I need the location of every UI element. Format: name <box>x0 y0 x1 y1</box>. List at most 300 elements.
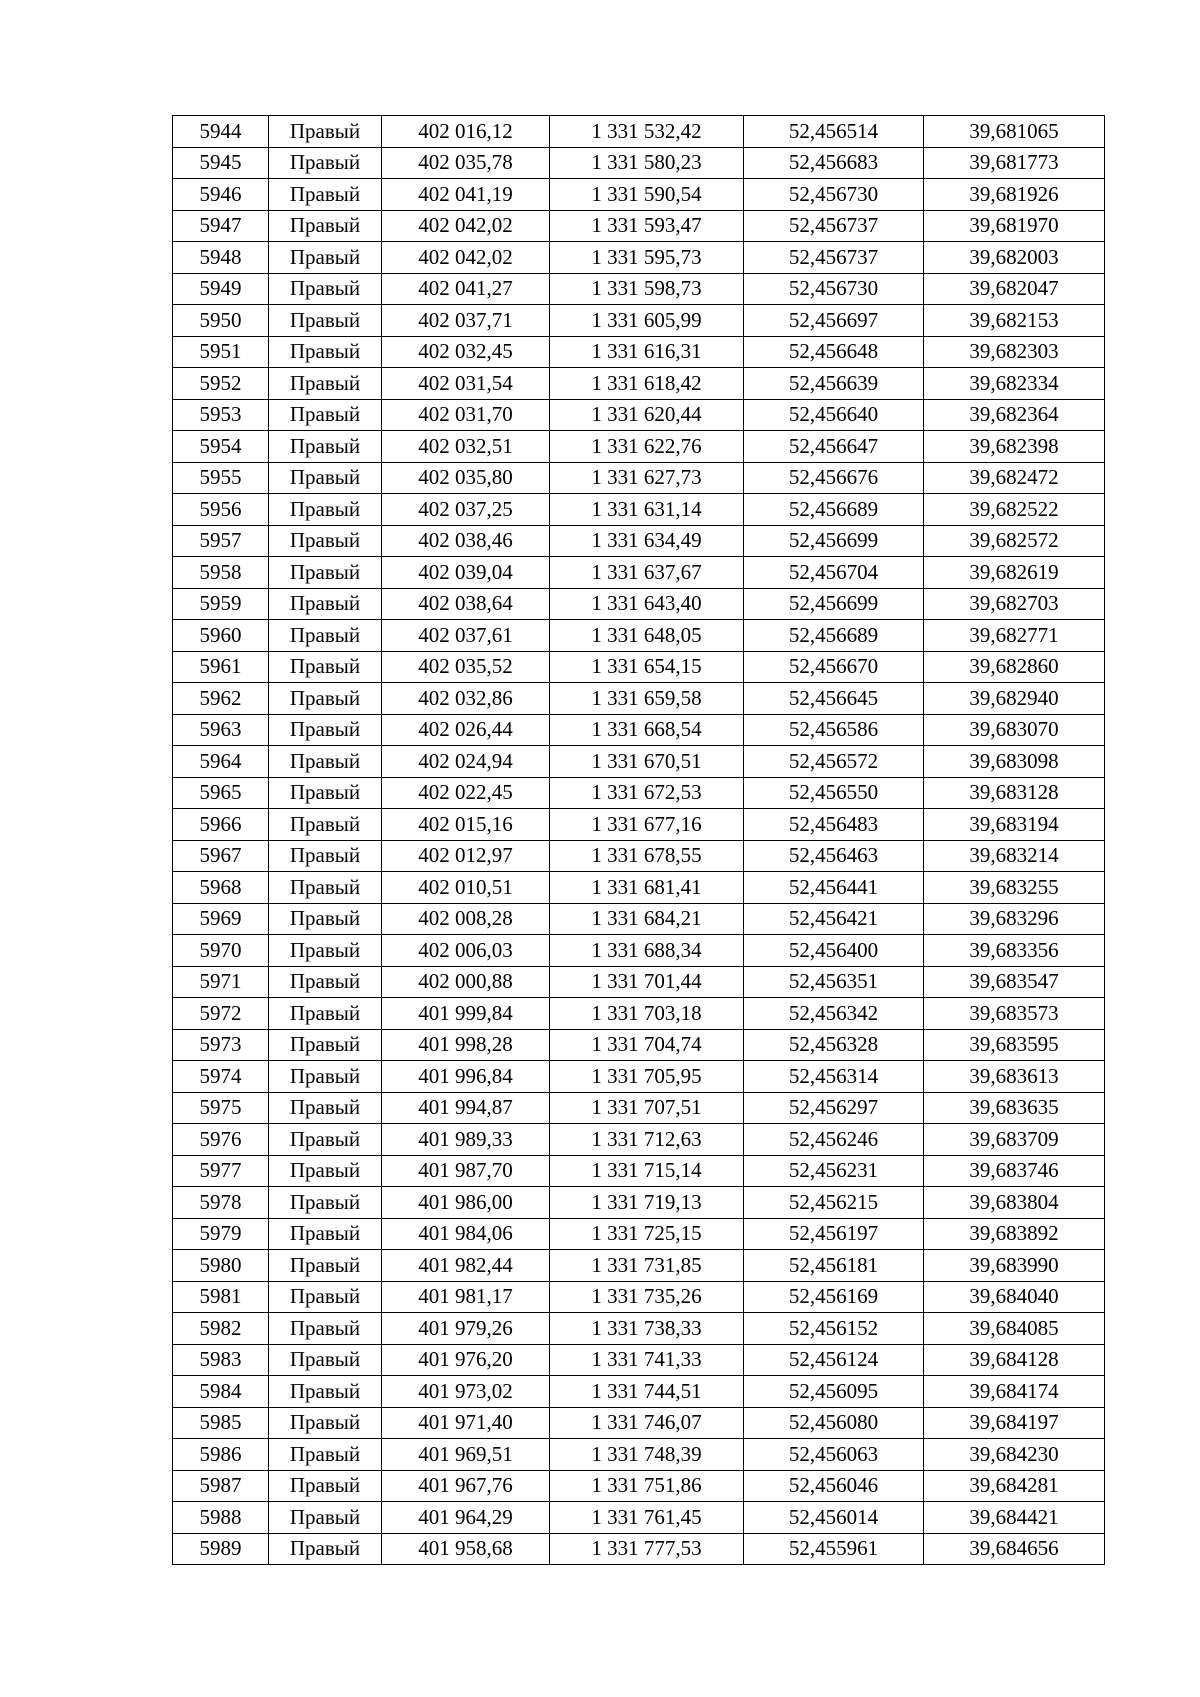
x-coordinate-cell: 402 031,54 <box>382 368 550 400</box>
y-coordinate-cell: 1 331 595,73 <box>550 242 744 274</box>
y-coordinate-cell: 1 331 704,74 <box>550 1029 744 1061</box>
point-number-cell: 5972 <box>173 998 269 1030</box>
y-coordinate-cell: 1 331 741,33 <box>550 1344 744 1376</box>
table-row <box>173 210 1105 242</box>
latitude-cell: 52,456463 <box>744 840 924 872</box>
x-coordinate-cell: 402 037,71 <box>382 305 550 337</box>
y-coordinate-cell: 1 331 735,26 <box>550 1281 744 1313</box>
longitude-cell: 39,683547 <box>924 966 1105 998</box>
latitude-cell: 52,456689 <box>744 494 924 526</box>
x-coordinate-cell: 402 006,03 <box>382 935 550 967</box>
point-number-cell: 5958 <box>173 557 269 589</box>
side-cell: Правый <box>269 588 382 620</box>
latitude-cell: 52,456063 <box>744 1439 924 1471</box>
point-number-cell: 5945 <box>173 147 269 179</box>
point-number-cell: 5973 <box>173 1029 269 1061</box>
y-coordinate-cell: 1 331 777,53 <box>550 1533 744 1565</box>
point-number-cell: 5974 <box>173 1061 269 1093</box>
y-coordinate-cell: 1 331 598,73 <box>550 273 744 305</box>
y-coordinate-cell: 1 331 620,44 <box>550 399 744 431</box>
longitude-cell: 39,683746 <box>924 1155 1105 1187</box>
latitude-cell: 52,456676 <box>744 462 924 494</box>
latitude-cell: 52,456197 <box>744 1218 924 1250</box>
point-number-cell: 5951 <box>173 336 269 368</box>
y-coordinate-cell: 1 331 648,05 <box>550 620 744 652</box>
longitude-cell: 39,684040 <box>924 1281 1105 1313</box>
table-row <box>173 966 1105 998</box>
x-coordinate-cell: 401 998,28 <box>382 1029 550 1061</box>
side-cell: Правый <box>269 557 382 589</box>
longitude-cell: 39,682572 <box>924 525 1105 557</box>
x-coordinate-cell: 401 982,44 <box>382 1250 550 1282</box>
side-cell: Правый <box>269 1250 382 1282</box>
x-coordinate-cell: 402 038,64 <box>382 588 550 620</box>
x-coordinate-cell: 401 981,17 <box>382 1281 550 1313</box>
y-coordinate-cell: 1 331 705,95 <box>550 1061 744 1093</box>
y-coordinate-cell: 1 331 719,13 <box>550 1187 744 1219</box>
side-cell: Правый <box>269 462 382 494</box>
y-coordinate-cell: 1 331 616,31 <box>550 336 744 368</box>
y-coordinate-cell: 1 331 605,99 <box>550 305 744 337</box>
latitude-cell: 52,456169 <box>744 1281 924 1313</box>
side-cell: Правый <box>269 998 382 1030</box>
y-coordinate-cell: 1 331 634,49 <box>550 525 744 557</box>
point-number-cell: 5946 <box>173 179 269 211</box>
y-coordinate-cell: 1 331 637,67 <box>550 557 744 589</box>
point-number-cell: 5979 <box>173 1218 269 1250</box>
y-coordinate-cell: 1 331 751,86 <box>550 1470 744 1502</box>
side-cell: Правый <box>269 1155 382 1187</box>
longitude-cell: 39,683214 <box>924 840 1105 872</box>
longitude-cell: 39,683573 <box>924 998 1105 1030</box>
x-coordinate-cell: 402 015,16 <box>382 809 550 841</box>
latitude-cell: 52,456046 <box>744 1470 924 1502</box>
table-row <box>173 651 1105 683</box>
table-row <box>173 1470 1105 1502</box>
point-number-cell: 5960 <box>173 620 269 652</box>
point-number-cell: 5959 <box>173 588 269 620</box>
y-coordinate-cell: 1 331 688,34 <box>550 935 744 967</box>
side-cell: Правый <box>269 147 382 179</box>
side-cell: Правый <box>269 368 382 400</box>
longitude-cell: 39,682703 <box>924 588 1105 620</box>
table-body <box>173 116 1105 1565</box>
point-number-cell: 5975 <box>173 1092 269 1124</box>
y-coordinate-cell: 1 331 654,15 <box>550 651 744 683</box>
y-coordinate-cell: 1 331 761,45 <box>550 1502 744 1534</box>
point-number-cell: 5957 <box>173 525 269 557</box>
point-number-cell: 5963 <box>173 714 269 746</box>
side-cell: Правый <box>269 242 382 274</box>
x-coordinate-cell: 402 032,86 <box>382 683 550 715</box>
longitude-cell: 39,684174 <box>924 1376 1105 1408</box>
coordinates-table <box>172 115 1105 1565</box>
point-number-cell: 5981 <box>173 1281 269 1313</box>
point-number-cell: 5988 <box>173 1502 269 1534</box>
table-row <box>173 714 1105 746</box>
side-cell: Правый <box>269 494 382 526</box>
x-coordinate-cell: 402 042,02 <box>382 210 550 242</box>
y-coordinate-cell: 1 331 746,07 <box>550 1407 744 1439</box>
longitude-cell: 39,682047 <box>924 273 1105 305</box>
longitude-cell: 39,684656 <box>924 1533 1105 1565</box>
table-row <box>173 1187 1105 1219</box>
y-coordinate-cell: 1 331 670,51 <box>550 746 744 778</box>
side-cell: Правый <box>269 1124 382 1156</box>
table-row <box>173 1407 1105 1439</box>
x-coordinate-cell: 401 989,33 <box>382 1124 550 1156</box>
y-coordinate-cell: 1 331 684,21 <box>550 903 744 935</box>
latitude-cell: 52,456231 <box>744 1155 924 1187</box>
side-cell: Правый <box>269 1344 382 1376</box>
x-coordinate-cell: 402 035,80 <box>382 462 550 494</box>
table-row <box>173 1250 1105 1282</box>
side-cell: Правый <box>269 1533 382 1565</box>
point-number-cell: 5980 <box>173 1250 269 1282</box>
latitude-cell: 52,456648 <box>744 336 924 368</box>
x-coordinate-cell: 401 976,20 <box>382 1344 550 1376</box>
y-coordinate-cell: 1 331 703,18 <box>550 998 744 1030</box>
longitude-cell: 39,682153 <box>924 305 1105 337</box>
side-cell: Правый <box>269 935 382 967</box>
longitude-cell: 39,683990 <box>924 1250 1105 1282</box>
x-coordinate-cell: 401 969,51 <box>382 1439 550 1471</box>
latitude-cell: 52,456400 <box>744 935 924 967</box>
side-cell: Правый <box>269 116 382 148</box>
x-coordinate-cell: 402 008,28 <box>382 903 550 935</box>
side-cell: Правый <box>269 1313 382 1345</box>
latitude-cell: 52,456640 <box>744 399 924 431</box>
x-coordinate-cell: 402 010,51 <box>382 872 550 904</box>
latitude-cell: 52,456645 <box>744 683 924 715</box>
longitude-cell: 39,683128 <box>924 777 1105 809</box>
x-coordinate-cell: 402 016,12 <box>382 116 550 148</box>
point-number-cell: 5976 <box>173 1124 269 1156</box>
side-cell: Правый <box>269 1061 382 1093</box>
x-coordinate-cell: 402 032,45 <box>382 336 550 368</box>
latitude-cell: 52,456152 <box>744 1313 924 1345</box>
x-coordinate-cell: 402 038,46 <box>382 525 550 557</box>
longitude-cell: 39,682619 <box>924 557 1105 589</box>
side-cell: Правый <box>269 431 382 463</box>
longitude-cell: 39,683194 <box>924 809 1105 841</box>
y-coordinate-cell: 1 331 677,16 <box>550 809 744 841</box>
longitude-cell: 39,681970 <box>924 210 1105 242</box>
side-cell: Правый <box>269 179 382 211</box>
table-row <box>173 557 1105 589</box>
latitude-cell: 52,456124 <box>744 1344 924 1376</box>
table-row <box>173 620 1105 652</box>
latitude-cell: 52,456737 <box>744 210 924 242</box>
longitude-cell: 39,683595 <box>924 1029 1105 1061</box>
x-coordinate-cell: 401 958,68 <box>382 1533 550 1565</box>
longitude-cell: 39,683098 <box>924 746 1105 778</box>
y-coordinate-cell: 1 331 593,47 <box>550 210 744 242</box>
longitude-cell: 39,684197 <box>924 1407 1105 1439</box>
longitude-cell: 39,681065 <box>924 116 1105 148</box>
latitude-cell: 52,456314 <box>744 1061 924 1093</box>
table-row <box>173 525 1105 557</box>
longitude-cell: 39,684085 <box>924 1313 1105 1345</box>
longitude-cell: 39,682522 <box>924 494 1105 526</box>
side-cell: Правый <box>269 966 382 998</box>
table-row <box>173 273 1105 305</box>
point-number-cell: 5955 <box>173 462 269 494</box>
table-row <box>173 1218 1105 1250</box>
latitude-cell: 52,456080 <box>744 1407 924 1439</box>
table-row <box>173 588 1105 620</box>
side-cell: Правый <box>269 651 382 683</box>
side-cell: Правый <box>269 1376 382 1408</box>
x-coordinate-cell: 402 042,02 <box>382 242 550 274</box>
side-cell: Правый <box>269 809 382 841</box>
x-coordinate-cell: 402 035,78 <box>382 147 550 179</box>
side-cell: Правый <box>269 746 382 778</box>
side-cell: Правый <box>269 1187 382 1219</box>
table-row <box>173 1533 1105 1565</box>
x-coordinate-cell: 401 987,70 <box>382 1155 550 1187</box>
longitude-cell: 39,683804 <box>924 1187 1105 1219</box>
y-coordinate-cell: 1 331 701,44 <box>550 966 744 998</box>
x-coordinate-cell: 402 039,04 <box>382 557 550 589</box>
point-number-cell: 5968 <box>173 872 269 904</box>
x-coordinate-cell: 402 022,45 <box>382 777 550 809</box>
table-row <box>173 998 1105 1030</box>
point-number-cell: 5966 <box>173 809 269 841</box>
latitude-cell: 52,456441 <box>744 872 924 904</box>
x-coordinate-cell: 402 024,94 <box>382 746 550 778</box>
table-row <box>173 1344 1105 1376</box>
side-cell: Правый <box>269 1407 382 1439</box>
point-number-cell: 5985 <box>173 1407 269 1439</box>
x-coordinate-cell: 402 037,25 <box>382 494 550 526</box>
latitude-cell: 52,456699 <box>744 588 924 620</box>
table-row <box>173 746 1105 778</box>
table-row <box>173 1376 1105 1408</box>
latitude-cell: 52,456215 <box>744 1187 924 1219</box>
table-row <box>173 179 1105 211</box>
x-coordinate-cell: 402 012,97 <box>382 840 550 872</box>
side-cell: Правый <box>269 683 382 715</box>
table-row <box>173 1061 1105 1093</box>
side-cell: Правый <box>269 1439 382 1471</box>
y-coordinate-cell: 1 331 672,53 <box>550 777 744 809</box>
point-number-cell: 5970 <box>173 935 269 967</box>
point-number-cell: 5948 <box>173 242 269 274</box>
longitude-cell: 39,684421 <box>924 1502 1105 1534</box>
x-coordinate-cell: 401 971,40 <box>382 1407 550 1439</box>
side-cell: Правый <box>269 714 382 746</box>
side-cell: Правый <box>269 872 382 904</box>
x-coordinate-cell: 401 967,76 <box>382 1470 550 1502</box>
y-coordinate-cell: 1 331 618,42 <box>550 368 744 400</box>
latitude-cell: 52,456483 <box>744 809 924 841</box>
x-coordinate-cell: 401 979,26 <box>382 1313 550 1345</box>
latitude-cell: 52,456421 <box>744 903 924 935</box>
x-coordinate-cell: 402 031,70 <box>382 399 550 431</box>
table-row <box>173 1313 1105 1345</box>
point-number-cell: 5971 <box>173 966 269 998</box>
table-row <box>173 494 1105 526</box>
latitude-cell: 52,456730 <box>744 179 924 211</box>
latitude-cell: 52,456342 <box>744 998 924 1030</box>
latitude-cell: 52,456683 <box>744 147 924 179</box>
point-number-cell: 5953 <box>173 399 269 431</box>
table-row <box>173 1155 1105 1187</box>
point-number-cell: 5952 <box>173 368 269 400</box>
y-coordinate-cell: 1 331 659,58 <box>550 683 744 715</box>
y-coordinate-cell: 1 331 712,63 <box>550 1124 744 1156</box>
table-row <box>173 399 1105 431</box>
latitude-cell: 52,456704 <box>744 557 924 589</box>
side-cell: Правый <box>269 1218 382 1250</box>
point-number-cell: 5947 <box>173 210 269 242</box>
y-coordinate-cell: 1 331 731,85 <box>550 1250 744 1282</box>
x-coordinate-cell: 401 964,29 <box>382 1502 550 1534</box>
table-row <box>173 872 1105 904</box>
point-number-cell: 5962 <box>173 683 269 715</box>
table-row <box>173 903 1105 935</box>
side-cell: Правый <box>269 1029 382 1061</box>
point-number-cell: 5977 <box>173 1155 269 1187</box>
side-cell: Правый <box>269 336 382 368</box>
point-number-cell: 5950 <box>173 305 269 337</box>
latitude-cell: 52,456689 <box>744 620 924 652</box>
side-cell: Правый <box>269 620 382 652</box>
point-number-cell: 5978 <box>173 1187 269 1219</box>
table-row <box>173 462 1105 494</box>
longitude-cell: 39,682003 <box>924 242 1105 274</box>
table-row <box>173 431 1105 463</box>
latitude-cell: 52,456639 <box>744 368 924 400</box>
point-number-cell: 5956 <box>173 494 269 526</box>
table-row <box>173 1281 1105 1313</box>
latitude-cell: 52,456572 <box>744 746 924 778</box>
longitude-cell: 39,682771 <box>924 620 1105 652</box>
x-coordinate-cell: 402 041,27 <box>382 273 550 305</box>
table-row <box>173 777 1105 809</box>
latitude-cell: 52,456737 <box>744 242 924 274</box>
y-coordinate-cell: 1 331 678,55 <box>550 840 744 872</box>
y-coordinate-cell: 1 331 622,76 <box>550 431 744 463</box>
latitude-cell: 52,456297 <box>744 1092 924 1124</box>
longitude-cell: 39,682472 <box>924 462 1105 494</box>
longitude-cell: 39,682334 <box>924 368 1105 400</box>
y-coordinate-cell: 1 331 748,39 <box>550 1439 744 1471</box>
table-row <box>173 242 1105 274</box>
latitude-cell: 52,456730 <box>744 273 924 305</box>
table-row <box>173 1502 1105 1534</box>
table-row <box>173 1439 1105 1471</box>
latitude-cell: 52,456246 <box>744 1124 924 1156</box>
x-coordinate-cell: 402 035,52 <box>382 651 550 683</box>
x-coordinate-cell: 401 999,84 <box>382 998 550 1030</box>
latitude-cell: 52,456699 <box>744 525 924 557</box>
point-number-cell: 5987 <box>173 1470 269 1502</box>
point-number-cell: 5983 <box>173 1344 269 1376</box>
table-row <box>173 683 1105 715</box>
x-coordinate-cell: 401 984,06 <box>382 1218 550 1250</box>
x-coordinate-cell: 402 037,61 <box>382 620 550 652</box>
longitude-cell: 39,684128 <box>924 1344 1105 1376</box>
latitude-cell: 52,456351 <box>744 966 924 998</box>
longitude-cell: 39,683892 <box>924 1218 1105 1250</box>
table-row <box>173 809 1105 841</box>
y-coordinate-cell: 1 331 744,51 <box>550 1376 744 1408</box>
latitude-cell: 52,456647 <box>744 431 924 463</box>
side-cell: Правый <box>269 1092 382 1124</box>
point-number-cell: 5964 <box>173 746 269 778</box>
x-coordinate-cell: 402 032,51 <box>382 431 550 463</box>
y-coordinate-cell: 1 331 580,23 <box>550 147 744 179</box>
longitude-cell: 39,684281 <box>924 1470 1105 1502</box>
table-row <box>173 1029 1105 1061</box>
side-cell: Правый <box>269 777 382 809</box>
table-row <box>173 336 1105 368</box>
table-row <box>173 147 1105 179</box>
table-row <box>173 1124 1105 1156</box>
point-number-cell: 5944 <box>173 116 269 148</box>
longitude-cell: 39,684230 <box>924 1439 1105 1471</box>
table-row <box>173 305 1105 337</box>
x-coordinate-cell: 402 041,19 <box>382 179 550 211</box>
y-coordinate-cell: 1 331 627,73 <box>550 462 744 494</box>
point-number-cell: 5989 <box>173 1533 269 1565</box>
latitude-cell: 52,456181 <box>744 1250 924 1282</box>
longitude-cell: 39,682860 <box>924 651 1105 683</box>
y-coordinate-cell: 1 331 668,54 <box>550 714 744 746</box>
x-coordinate-cell: 402 026,44 <box>382 714 550 746</box>
side-cell: Правый <box>269 903 382 935</box>
x-coordinate-cell: 401 973,02 <box>382 1376 550 1408</box>
point-number-cell: 5984 <box>173 1376 269 1408</box>
longitude-cell: 39,683709 <box>924 1124 1105 1156</box>
point-number-cell: 5967 <box>173 840 269 872</box>
side-cell: Правый <box>269 399 382 431</box>
longitude-cell: 39,681773 <box>924 147 1105 179</box>
y-coordinate-cell: 1 331 590,54 <box>550 179 744 211</box>
side-cell: Правый <box>269 273 382 305</box>
latitude-cell: 52,455961 <box>744 1533 924 1565</box>
x-coordinate-cell: 401 986,00 <box>382 1187 550 1219</box>
longitude-cell: 39,683356 <box>924 935 1105 967</box>
point-number-cell: 5986 <box>173 1439 269 1471</box>
longitude-cell: 39,682303 <box>924 336 1105 368</box>
table-row <box>173 116 1105 148</box>
latitude-cell: 52,456550 <box>744 777 924 809</box>
y-coordinate-cell: 1 331 532,42 <box>550 116 744 148</box>
table-row <box>173 368 1105 400</box>
latitude-cell: 52,456697 <box>744 305 924 337</box>
side-cell: Правый <box>269 210 382 242</box>
point-number-cell: 5961 <box>173 651 269 683</box>
longitude-cell: 39,683635 <box>924 1092 1105 1124</box>
table-row <box>173 1092 1105 1124</box>
point-number-cell: 5969 <box>173 903 269 935</box>
longitude-cell: 39,683613 <box>924 1061 1105 1093</box>
y-coordinate-cell: 1 331 643,40 <box>550 588 744 620</box>
point-number-cell: 5982 <box>173 1313 269 1345</box>
longitude-cell: 39,682398 <box>924 431 1105 463</box>
x-coordinate-cell: 401 996,84 <box>382 1061 550 1093</box>
table-row <box>173 840 1105 872</box>
longitude-cell: 39,683255 <box>924 872 1105 904</box>
y-coordinate-cell: 1 331 715,14 <box>550 1155 744 1187</box>
longitude-cell: 39,683296 <box>924 903 1105 935</box>
side-cell: Правый <box>269 525 382 557</box>
side-cell: Правый <box>269 1470 382 1502</box>
latitude-cell: 52,456586 <box>744 714 924 746</box>
